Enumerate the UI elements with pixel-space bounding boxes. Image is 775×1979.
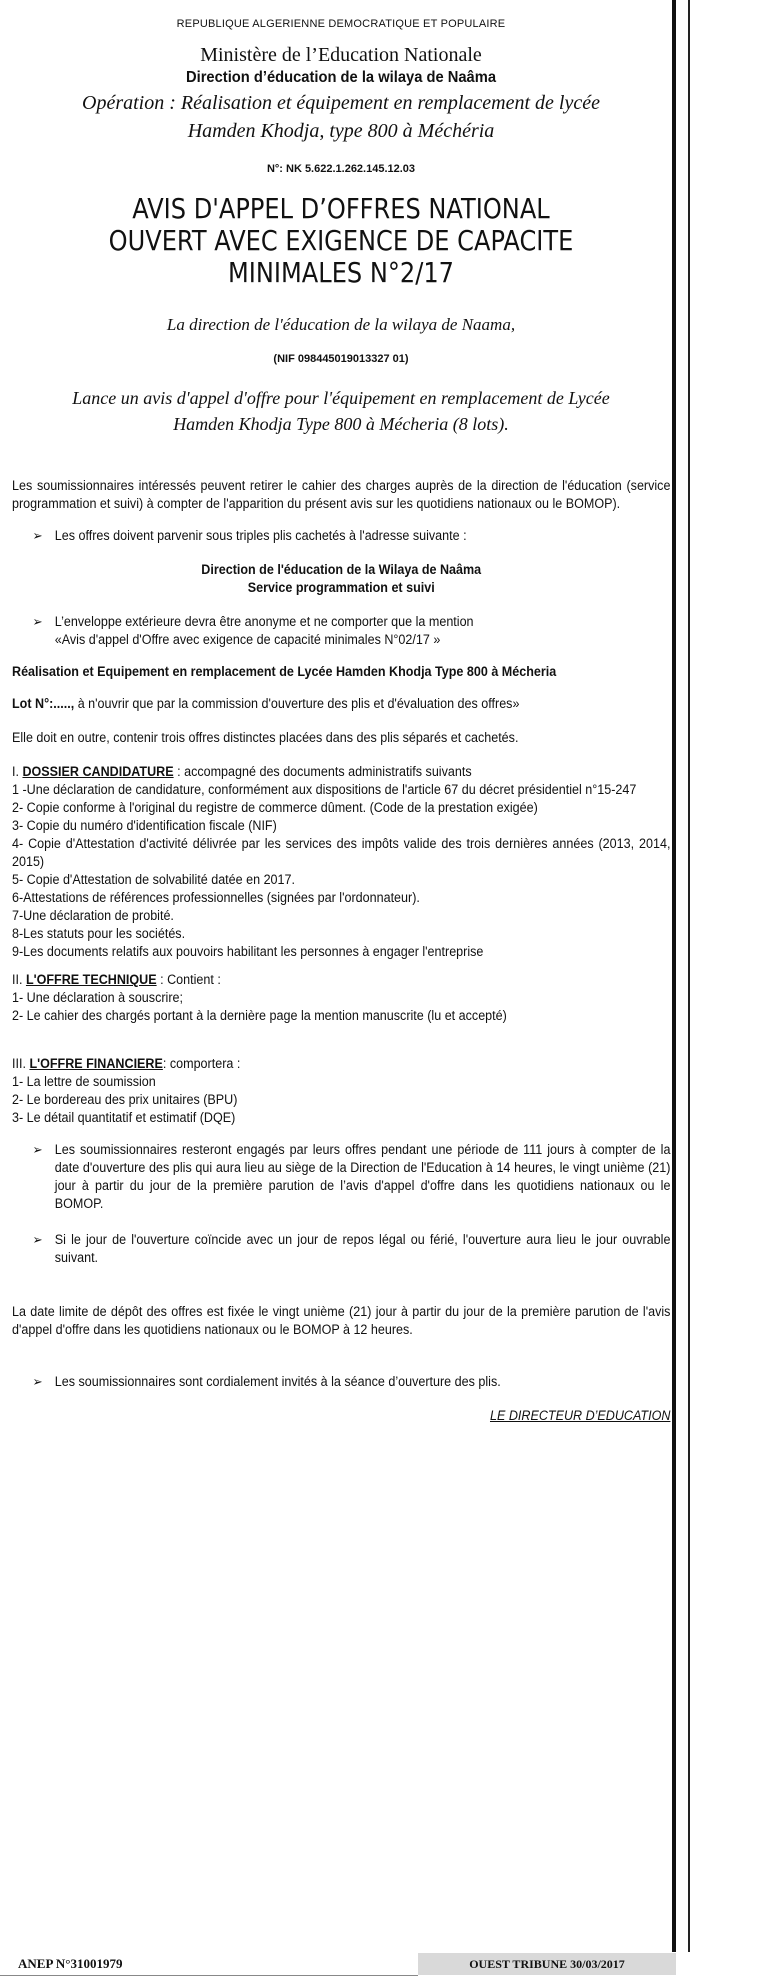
- bullet-invitation: [12, 1373, 670, 1391]
- footer: [0, 1953, 676, 1977]
- nif-number: (NIF 098445019013327 01): [273, 353, 409, 365]
- technique-label: L'OFFRE TECHNIQUE: [25, 972, 157, 987]
- financiere-section: [12, 1055, 670, 1127]
- list-item: 1 -Une déclaration de candidature, conformément aux dispositions de l'article 67 du décret présidentiel n°15-247: [12, 782, 637, 797]
- arrow-bullet-icon: ➢: [32, 614, 43, 629]
- list-item: 7-Une déclaration de probité.: [12, 908, 174, 923]
- retrieval-paragraph: Les soumissionnaires intéressés peuvent retirer le cahier des charges auprès de la direction de l'éducation (service programmation et suivi) à compter de l'apparition du présent avis sur les quotidiens nationaux ou le BOMOP).: [12, 478, 671, 511]
- dossier-prefix: I.: [12, 764, 23, 779]
- dossier-label: DOSSIER CANDIDATURE: [22, 764, 174, 779]
- project-title: Réalisation et Equipement en remplacement de Lycée Hamden Khodja Type 800 à Mécheria: [12, 664, 557, 679]
- bullet-engagement-text: Les soumissionnaires resteront engagés par leurs offres pendant une période de 111 jours à compter de la date d'ouverture des plis qui aura lieu au siège de la Direction de l'Education à 14 heures, le vingt unième (21) jour à partir du jour de la première parution de l’avis d'appel d'offre dans les quotidiens nationaux ou le BOMOP.: [54, 1142, 671, 1211]
- announcement-text: [12, 385, 670, 437]
- bullet-invitation-text: Les soumissionnaires sont cordialement invités à la séance d’ouverture des plis.: [54, 1374, 501, 1389]
- footer-line: [0, 1975, 418, 1976]
- address-line-2: Service programmation et suivi: [247, 580, 435, 595]
- list-item: 3- Copie du numéro d'identification fiscale (NIF): [12, 818, 277, 833]
- lot-label: Lot N°:.....,: [12, 696, 75, 711]
- announcement-line-2: Hamden Khodja Type 800 à Mécheria (8 lots).: [173, 414, 509, 434]
- dossier-heading: [12, 763, 670, 781]
- dossier-suffix: : accompagné des documents administratifs suivants: [173, 764, 472, 779]
- bullet-submission-text: Les offres doivent parvenir sous triples plis cachetés à l'adresse suivante :: [54, 528, 467, 543]
- technique-heading: [12, 971, 670, 989]
- deadline-paragraph: La date limite de dépôt des offres est fixée le vingt unième (21) jour à partir du jour de la première parution de l'avis d'appel d'offre dans les quotidiens nationaux ou le BOMOP à 12 heures.: [12, 1304, 671, 1337]
- direction-heading: Direction d’éducation de la wilaya de Naâma: [185, 69, 497, 86]
- financiere-suffix: : comportera :: [162, 1056, 241, 1071]
- notice-title: [58, 193, 624, 289]
- title-line-3: MINIMALES N°2/17: [228, 256, 454, 289]
- list-item: 9-Les documents relatifs aux pouvoirs habilitant les personnes à engager l'entreprise: [12, 944, 484, 959]
- right-border-bar: [688, 0, 690, 1952]
- bullet-submission: [12, 527, 670, 545]
- list-item: 2- Le cahier des chargés portant à la dernière page la mention manuscrite (lu et accepté): [12, 1008, 507, 1023]
- anep-number: ANEP N°31001979: [18, 1956, 123, 1971]
- financiere-label: L'OFFRE FINANCIERE: [29, 1056, 163, 1071]
- list-item: 8-Les statuts pour les sociétés.: [12, 926, 186, 941]
- bullet-envelope-text: [55, 613, 474, 649]
- lot-text: à n'ouvrir que par la commission d'ouverture des plis et d'évaluation des offres»: [74, 696, 520, 711]
- envelope-line-1: L’enveloppe extérieure devra être anonyme et ne comporter que la mention: [54, 614, 474, 629]
- bullet-holiday: [12, 1231, 670, 1267]
- bullet-engagement: [12, 1141, 670, 1213]
- publication-source: OUEST TRIBUNE 30/03/2017: [418, 1953, 676, 1975]
- list-item: 5- Copie d'Attestation de solvabilité datée en 2017.: [12, 872, 295, 887]
- dossier-section: [12, 763, 670, 961]
- list-item: 2- Copie conforme à l'original du registre de commerce dûment. (Code de la prestation exigée): [12, 800, 538, 815]
- contents-paragraph: Elle doit en outre, contenir trois offres distinctes placées dans des plis séparés et cachetés.: [12, 730, 519, 745]
- operation-line-1: Opération : Réalisation et équipement en remplacement de lycée: [82, 92, 600, 114]
- list-item: 3- Le détail quantitatif et estimatif (DQE): [12, 1110, 236, 1125]
- list-item: 4- Copie d'Attestation d'activité délivrée par les services des impôts valide des trois dernières années (2013, 2014, 2015): [12, 836, 671, 869]
- signature: LE DIRECTEUR D’EDUCATION: [489, 1408, 671, 1423]
- ministry-heading: Ministère de l’Education Nationale: [200, 44, 482, 66]
- announcement-line-1: Lance un avis d'appel d'offre pour l'équipement en remplacement de Lycée: [72, 388, 610, 408]
- notice-body: [12, 477, 670, 1425]
- technique-suffix: : Contient :: [156, 972, 221, 987]
- republic-heading: REPUBLIQUE ALGERIENNE DEMOCRATIQUE ET POPULAIRE: [176, 18, 506, 30]
- arrow-bullet-icon: ➢: [32, 1142, 43, 1157]
- notice-content: [12, 10, 670, 1425]
- address-line-1: Direction de l'éducation de la Wilaya de Naâma: [201, 562, 482, 577]
- list-item: 6-Attestations de références professionnelles (signées par l'ordonnateur).: [12, 890, 420, 905]
- list-item: 1- Une déclaration à souscrire;: [12, 990, 183, 1005]
- list-item: 1- La lettre de soumission: [12, 1074, 156, 1089]
- lot-paragraph: [12, 695, 670, 713]
- arrow-bullet-icon: ➢: [32, 528, 43, 543]
- list-item: 2- Le bordereau des prix unitaires (BPU): [12, 1092, 238, 1107]
- envelope-line-2: «Avis d'appel d'Offre avec exigence de capacité minimales N°02/17 »: [54, 632, 441, 647]
- reference-number: N°: NK 5.622.1.262.145.12.03: [266, 163, 416, 175]
- operation-line-2: Hamden Khodja, type 800 à Méchéria: [187, 120, 495, 142]
- financiere-prefix: III.: [12, 1056, 30, 1071]
- title-line-1: AVIS D'APPEL D’OFFRES NATIONAL: [132, 192, 550, 225]
- address-block: [12, 561, 670, 597]
- arrow-bullet-icon: ➢: [32, 1232, 43, 1247]
- bullet-holiday-text: Si le jour de l'ouverture coïncide avec un jour de repos légal ou férié, l'ouverture aura lieu le jour ouvrable suivant.: [54, 1232, 671, 1265]
- bullet-envelope: [12, 613, 670, 649]
- issuing-direction: La direction de l'éducation de la wilaya de Naama,: [166, 315, 516, 334]
- operation-heading: [12, 89, 670, 145]
- technique-section: [12, 971, 670, 1025]
- financiere-heading: [12, 1055, 670, 1073]
- arrow-bullet-icon: ➢: [32, 1374, 43, 1389]
- title-line-2: OUVERT AVEC EXIGENCE DE CAPACITE: [108, 224, 574, 257]
- technique-prefix: II.: [12, 972, 26, 987]
